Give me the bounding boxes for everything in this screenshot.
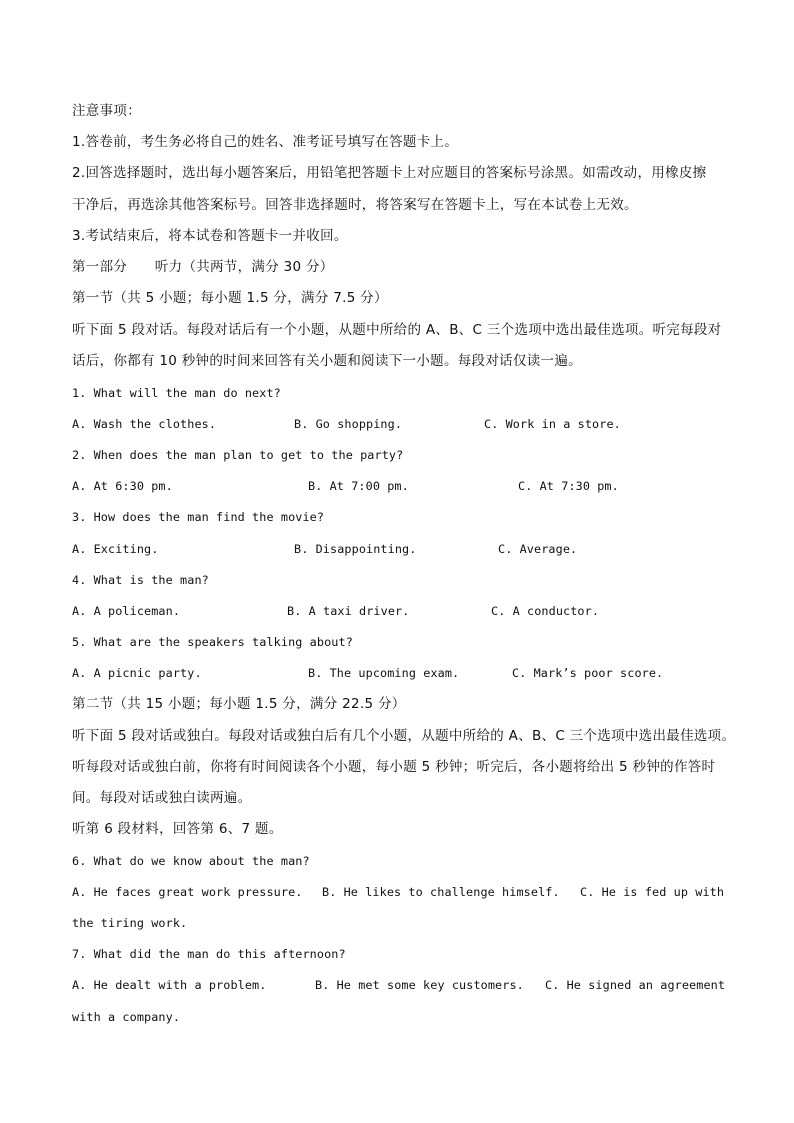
section-two-instructions-line-3: 间。每段对话或独白读两遍。 [72, 790, 252, 806]
question-stem: 4. What is the man? [72, 573, 209, 587]
notes-item-2-line-2: 干净后，再选涂其他答案标号。回答非选择题时，将答案写在答题卡上，写在本试卷上无效。 [72, 197, 638, 213]
question-stem: 7. What did the man do this afternoon? [72, 947, 346, 961]
option-continuation: with a company. [72, 1010, 181, 1024]
section-two-instructions-line-2: 听每段对话或独白前，你将有时间阅读各个小题，每小题 5 秒钟；听完后，各小题将给出 5 秒钟的作答时 [72, 759, 716, 775]
notes-item-3: 3.考试结束后，将本试卷和答题卡一并收回。 [72, 228, 348, 244]
option-c: C. At 7:30 pm. [518, 479, 619, 493]
option-a: A. At 6:30 pm. [72, 479, 173, 493]
option-c: C. He signed an agreement [545, 978, 726, 992]
option-c: C. Mark’s poor score. [512, 666, 664, 680]
option-b: B. He met some key customers. [315, 978, 524, 992]
question-stem: 2. When does the man plan to get to the party? [72, 448, 404, 462]
option-a: A. He dealt with a problem. [72, 978, 267, 992]
option-b: B. Go shopping. [294, 417, 403, 431]
option-c: C. A conductor. [491, 604, 600, 618]
option-a: A. A policeman. [72, 604, 181, 618]
question-stem: 1. What will the man do next? [72, 386, 281, 400]
notes-title: 注意事项： [72, 103, 141, 119]
question-stem: 6. What do we know about the man? [72, 854, 310, 868]
part-one-title: 第一部分 听力（共两节，满分 30 分） [72, 259, 334, 275]
option-b: B. The upcoming exam. [308, 666, 460, 680]
section-two-title: 第二节（共 15 小题；每小题 1.5 分，满分 22.5 分） [72, 696, 406, 712]
section-two-instructions-line-1: 听下面 5 段对话或独白。每段对话或独白后有几个小题，从题中所给的 A、B、C 三个选项中选出最佳选项。 [72, 728, 736, 744]
material-six-heading: 听第 6 段材料，回答第 6、7 题。 [72, 821, 283, 837]
option-a: A. A picnic party. [72, 666, 202, 680]
option-continuation: the tiring work. [72, 916, 188, 930]
option-c: C. He is fed up with [580, 885, 725, 899]
option-c: C. Average. [498, 542, 578, 556]
option-b: B. At 7:00 pm. [308, 479, 409, 493]
notes-item-1: 1.答卷前，考生务必将自己的姓名、准考证号填写在答题卡上。 [72, 134, 459, 150]
option-a: A. Exciting. [72, 542, 159, 556]
option-a: A. Wash the clothes. [72, 417, 217, 431]
question-stem: 3. How does the man find the movie? [72, 510, 325, 524]
option-b: B. Disappointing. [294, 542, 417, 556]
notes-item-2-line-1: 2.回答选择题时，选出每小题答案后，用铅笔把答题卡上对应题目的答案标号涂黑。如需改动，用橡皮擦 [72, 165, 707, 181]
question-stem: 5. What are the speakers talking about? [72, 635, 353, 649]
option-a: A. He faces great work pressure. [72, 885, 303, 899]
option-c: C. Work in a store. [484, 417, 621, 431]
option-b: B. He likes to challenge himself. [322, 885, 560, 899]
section-one-title: 第一节（共 5 小题；每小题 1.5 分，满分 7.5 分） [72, 290, 388, 306]
section-one-instructions-line-2: 话后，你都有 10 秒钟的时间来回答有关小题和阅读下一小题。每段对话仅读一遍。 [72, 353, 582, 369]
section-one-instructions-line-1: 听下面 5 段对话。每段对话后有一个小题，从题中所给的 A、B、C 三个选项中选出最佳选项。听完每段对 [72, 322, 722, 338]
option-b: B. A taxi driver. [287, 604, 410, 618]
